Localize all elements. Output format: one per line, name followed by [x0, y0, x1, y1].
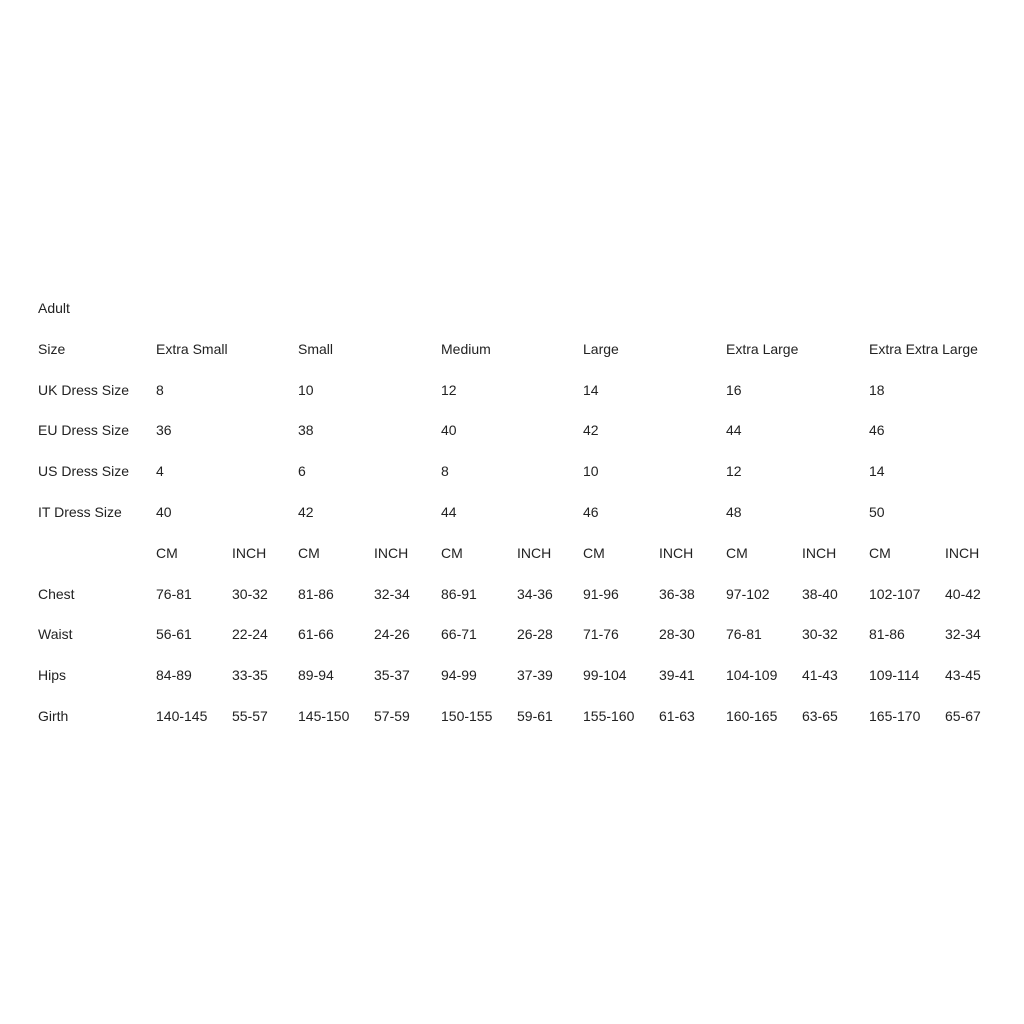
dress-size-cell: 8 [156, 381, 164, 398]
size-name-cell: Large [583, 340, 619, 357]
chart-title: Adult [38, 300, 70, 316]
row-label: UK Dress Size [38, 381, 130, 398]
dress-size-cell: 18 [869, 381, 885, 398]
measurement-cell: 102-107 [869, 585, 921, 602]
measurement-cell: 32-34 [945, 626, 981, 643]
measurement-cell: 81-86 [298, 585, 334, 602]
unit-header-inch: INCH [945, 544, 980, 561]
measurement-cell: 37-39 [517, 667, 553, 684]
measurement-cell: 36-38 [659, 585, 695, 602]
row-label: Hips [38, 667, 67, 684]
measurement-cell: 84-89 [156, 667, 192, 684]
dress-size-cell: 40 [441, 422, 457, 439]
measurement-cell: 61-66 [298, 626, 334, 643]
dress-size-cell: 14 [869, 463, 885, 480]
measurement-cell: 30-32 [802, 626, 838, 643]
unit-header-cm: CM [869, 544, 891, 561]
dress-size-cell: 46 [583, 504, 599, 520]
measurement-cell: 43-45 [945, 667, 981, 684]
measurement-cell: 61-63 [659, 708, 695, 724]
unit-header-inch: INCH [517, 544, 552, 561]
unit-header-cm: CM [156, 544, 178, 561]
measurement-cell: 66-71 [441, 626, 477, 643]
unit-header-cm: CM [726, 544, 748, 561]
row-label: Girth [38, 708, 69, 724]
measurement-cell: 28-30 [659, 626, 695, 643]
measurement-cell: 63-65 [802, 708, 838, 724]
measurement-cell: 57-59 [374, 708, 410, 724]
measurement-cell: 59-61 [517, 708, 553, 724]
unit-header-inch: INCH [232, 544, 267, 561]
measurement-cell: 160-165 [726, 708, 778, 724]
measurement-cell: 104-109 [726, 667, 778, 684]
size-name-cell: Medium [441, 340, 491, 357]
measurement-cell: 34-36 [517, 585, 553, 602]
unit-header-cm: CM [441, 544, 463, 561]
measurement-cell: 55-57 [232, 708, 268, 724]
size-name-cell: Extra Large [726, 340, 799, 357]
measurement-cell: 97-102 [726, 585, 770, 602]
measurement-cell: 24-26 [374, 626, 410, 643]
measurement-cell: 86-91 [441, 585, 477, 602]
dress-size-cell: 46 [869, 422, 885, 439]
dress-size-cell: 40 [156, 504, 172, 520]
row-label: EU Dress Size [38, 422, 130, 439]
dress-size-cell: 42 [298, 504, 314, 520]
measurement-cell: 38-40 [802, 585, 838, 602]
measurement-cell: 165-170 [869, 708, 921, 724]
dress-size-cell: 16 [726, 381, 742, 398]
dress-size-cell: 8 [441, 463, 449, 480]
row-label: Size [38, 340, 66, 357]
dress-size-cell: 48 [726, 504, 742, 520]
unit-header-inch: INCH [374, 544, 409, 561]
measurement-cell: 30-32 [232, 585, 268, 602]
row-label: Chest [38, 585, 75, 602]
dress-size-cell: 42 [583, 422, 599, 439]
measurement-cell: 35-37 [374, 667, 410, 684]
dress-size-cell: 38 [298, 422, 314, 439]
unit-header-inch: INCH [659, 544, 694, 561]
measurement-cell: 150-155 [441, 708, 493, 724]
measurement-cell: 76-81 [156, 585, 192, 602]
dress-size-cell: 6 [298, 463, 306, 480]
measurement-cell: 65-67 [945, 708, 981, 724]
size-name-cell: Small [298, 340, 334, 357]
dress-size-cell: 14 [583, 381, 599, 398]
dress-size-cell: 44 [726, 422, 742, 439]
row-label: US Dress Size [38, 463, 130, 480]
measurement-cell: 41-43 [802, 667, 838, 684]
measurement-cell: 91-96 [583, 585, 619, 602]
measurement-cell: 32-34 [374, 585, 410, 602]
measurement-cell: 81-86 [869, 626, 905, 643]
row-label: IT Dress Size [38, 504, 122, 520]
measurement-cell: 56-61 [156, 626, 192, 643]
dress-size-cell: 44 [441, 504, 457, 520]
measurement-cell: 155-160 [583, 708, 635, 724]
size-name-cell: Extra Small [156, 340, 228, 357]
dress-size-cell: 50 [869, 504, 885, 520]
unit-header-cm: CM [583, 544, 605, 561]
measurement-cell: 22-24 [232, 626, 268, 643]
measurement-cell: 140-145 [156, 708, 208, 724]
unit-header-inch: INCH [802, 544, 837, 561]
row-label: Waist [38, 626, 73, 643]
measurement-cell: 26-28 [517, 626, 553, 643]
dress-size-cell: 36 [156, 422, 172, 439]
measurement-cell: 33-35 [232, 667, 268, 684]
measurement-cell: 109-114 [869, 667, 920, 684]
measurement-cell: 94-99 [441, 667, 477, 684]
dress-size-cell: 10 [298, 381, 314, 398]
dress-size-cell: 10 [583, 463, 599, 480]
measurement-cell: 76-81 [726, 626, 762, 643]
measurement-cell: 99-104 [583, 667, 627, 684]
dress-size-cell: 4 [156, 463, 164, 480]
measurement-cell: 39-41 [659, 667, 695, 684]
dress-size-cell: 12 [441, 381, 457, 398]
unit-header-cm: CM [298, 544, 320, 561]
measurement-cell: 71-76 [583, 626, 619, 643]
size-name-cell: Extra Extra Large [869, 340, 978, 357]
measurement-cell: 145-150 [298, 708, 350, 724]
measurement-cell: 89-94 [298, 667, 334, 684]
measurement-cell: 40-42 [945, 585, 981, 602]
dress-size-cell: 12 [726, 463, 742, 480]
